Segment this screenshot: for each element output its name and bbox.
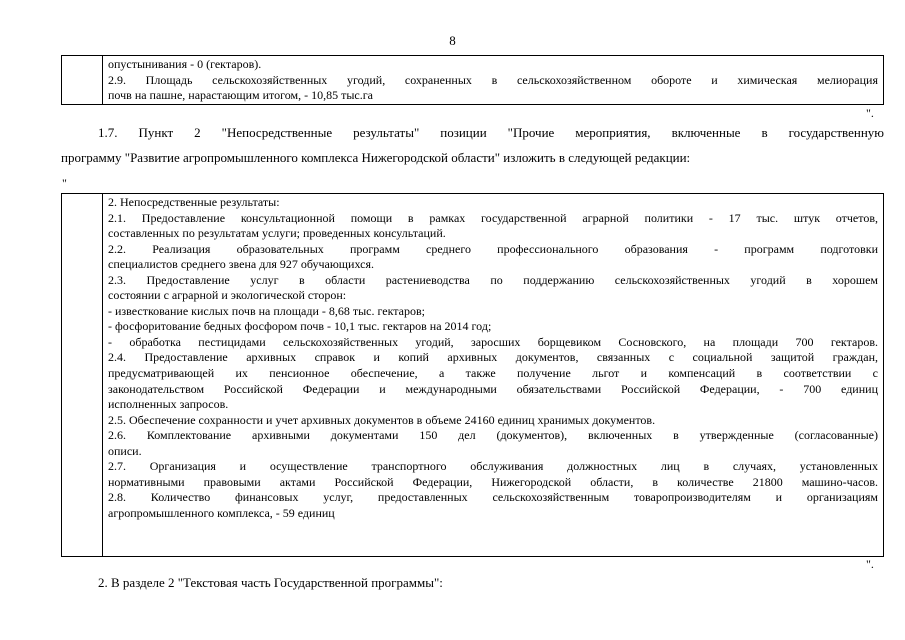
section-heading: 2. В разделе 2 "Текстовая часть Государственной программы": bbox=[98, 575, 443, 590]
table-line: - известкование кислых почв на площади - 8,68 тыс. гектаров; bbox=[108, 303, 425, 318]
table-line: 2.7. Организация и осуществление транспортного обслуживания должностных лиц в случаях, установленных bbox=[108, 459, 878, 474]
results-table bbox=[61, 193, 884, 557]
table-line: 2.8. Количество финансовых услуг, предоставленных сельскохозяйственным товаропроизводителям и организациям bbox=[108, 490, 878, 505]
table-line: законодательством Российской Федерации и международными обязательствами Российской Федерации, - 700 единиц bbox=[108, 381, 878, 396]
table-line: специалистов среднего звена для 927 обучающихся. bbox=[108, 257, 374, 272]
table-left-column bbox=[62, 194, 103, 556]
table-line: 2. Непосредственные результаты: bbox=[108, 195, 280, 209]
table-line: 2.4. Предоставление архивных справок и копий архивных документов, связанных с социальной защитой граждан, bbox=[108, 350, 878, 365]
table-line: предусматривающей их пенсионное обеспечение, а также получение льгот и компенсаций в соответствии с bbox=[108, 366, 878, 381]
table-cell bbox=[103, 194, 883, 522]
table-line: исполненных запросов. bbox=[108, 397, 229, 412]
top-table bbox=[61, 55, 884, 105]
table-line: 2.5. Обеспечение сохранности и учет архивных документов в объеме 24160 единиц хранимых документов. bbox=[108, 412, 656, 427]
table-line: 2.1. Предоставление консультационной помощи в рамках государственной аграрной политики - 17 тыс. штук отчетов, bbox=[108, 210, 878, 225]
table-line: состоянии с аграрной и экологической сторон: bbox=[108, 288, 347, 303]
table-line: описи. bbox=[108, 443, 142, 458]
table-line: опустынивания - 0 (гектаров). bbox=[108, 57, 262, 71]
table-line: 2.3. Предоставление услуг в области растениеводства по поддержанию сельскохозяйственных угодий в хорошем bbox=[108, 272, 878, 287]
paragraph-line: программу "Развитие агропромышленного комплекса Нижегородской области" изложить в следующей редакции: bbox=[61, 150, 691, 165]
table-line: 2.6. Комплектование архивными документами 150 дел (документов), включенных в утвержденные (согласованные) bbox=[108, 428, 878, 443]
table-line: почв на пашне, нарастающим итогом, - 10,85 тыс.га bbox=[108, 88, 374, 102]
table-cell bbox=[103, 56, 883, 105]
paragraph-1-7 bbox=[61, 120, 884, 170]
table-line: составленных по результатам услуги; проведенных консультаций. bbox=[108, 226, 446, 241]
page-number: 8 bbox=[449, 33, 456, 48]
table-line: - фосфоритование бедных фосфором почв - 10,1 тыс. гектаров на 2014 год; bbox=[108, 319, 492, 334]
closing-quote: ". bbox=[866, 557, 874, 571]
table-line: нормативными правовыми актами Российской Федерации, Нижегородской области, в количестве 21800 машино-часов. bbox=[108, 474, 878, 489]
table-line: - обработка пестицидами сельскохозяйственных угодий, заросших борщевиком Сосновского, на площади 700 гектаров. bbox=[108, 334, 878, 349]
table-line: 2.2. Реализация образовательных программ среднего профессионального образования - программ подготовки bbox=[108, 241, 878, 256]
table-line: 2.9. Площадь сельскохозяйственных угодий, сохраненных в сельскохозяйственном обороте и химическая мелиорация bbox=[108, 72, 878, 87]
table-line: агропромышленного комплекса, - 59 единиц bbox=[108, 505, 335, 520]
table-left-column bbox=[62, 56, 103, 104]
paragraph-line: 1.7. Пункт 2 "Непосредственные результаты" позиции "Прочие мероприятия, включенные в государственную bbox=[98, 125, 884, 140]
closing-quote: ". bbox=[866, 106, 874, 120]
opening-quote: " bbox=[62, 176, 67, 190]
